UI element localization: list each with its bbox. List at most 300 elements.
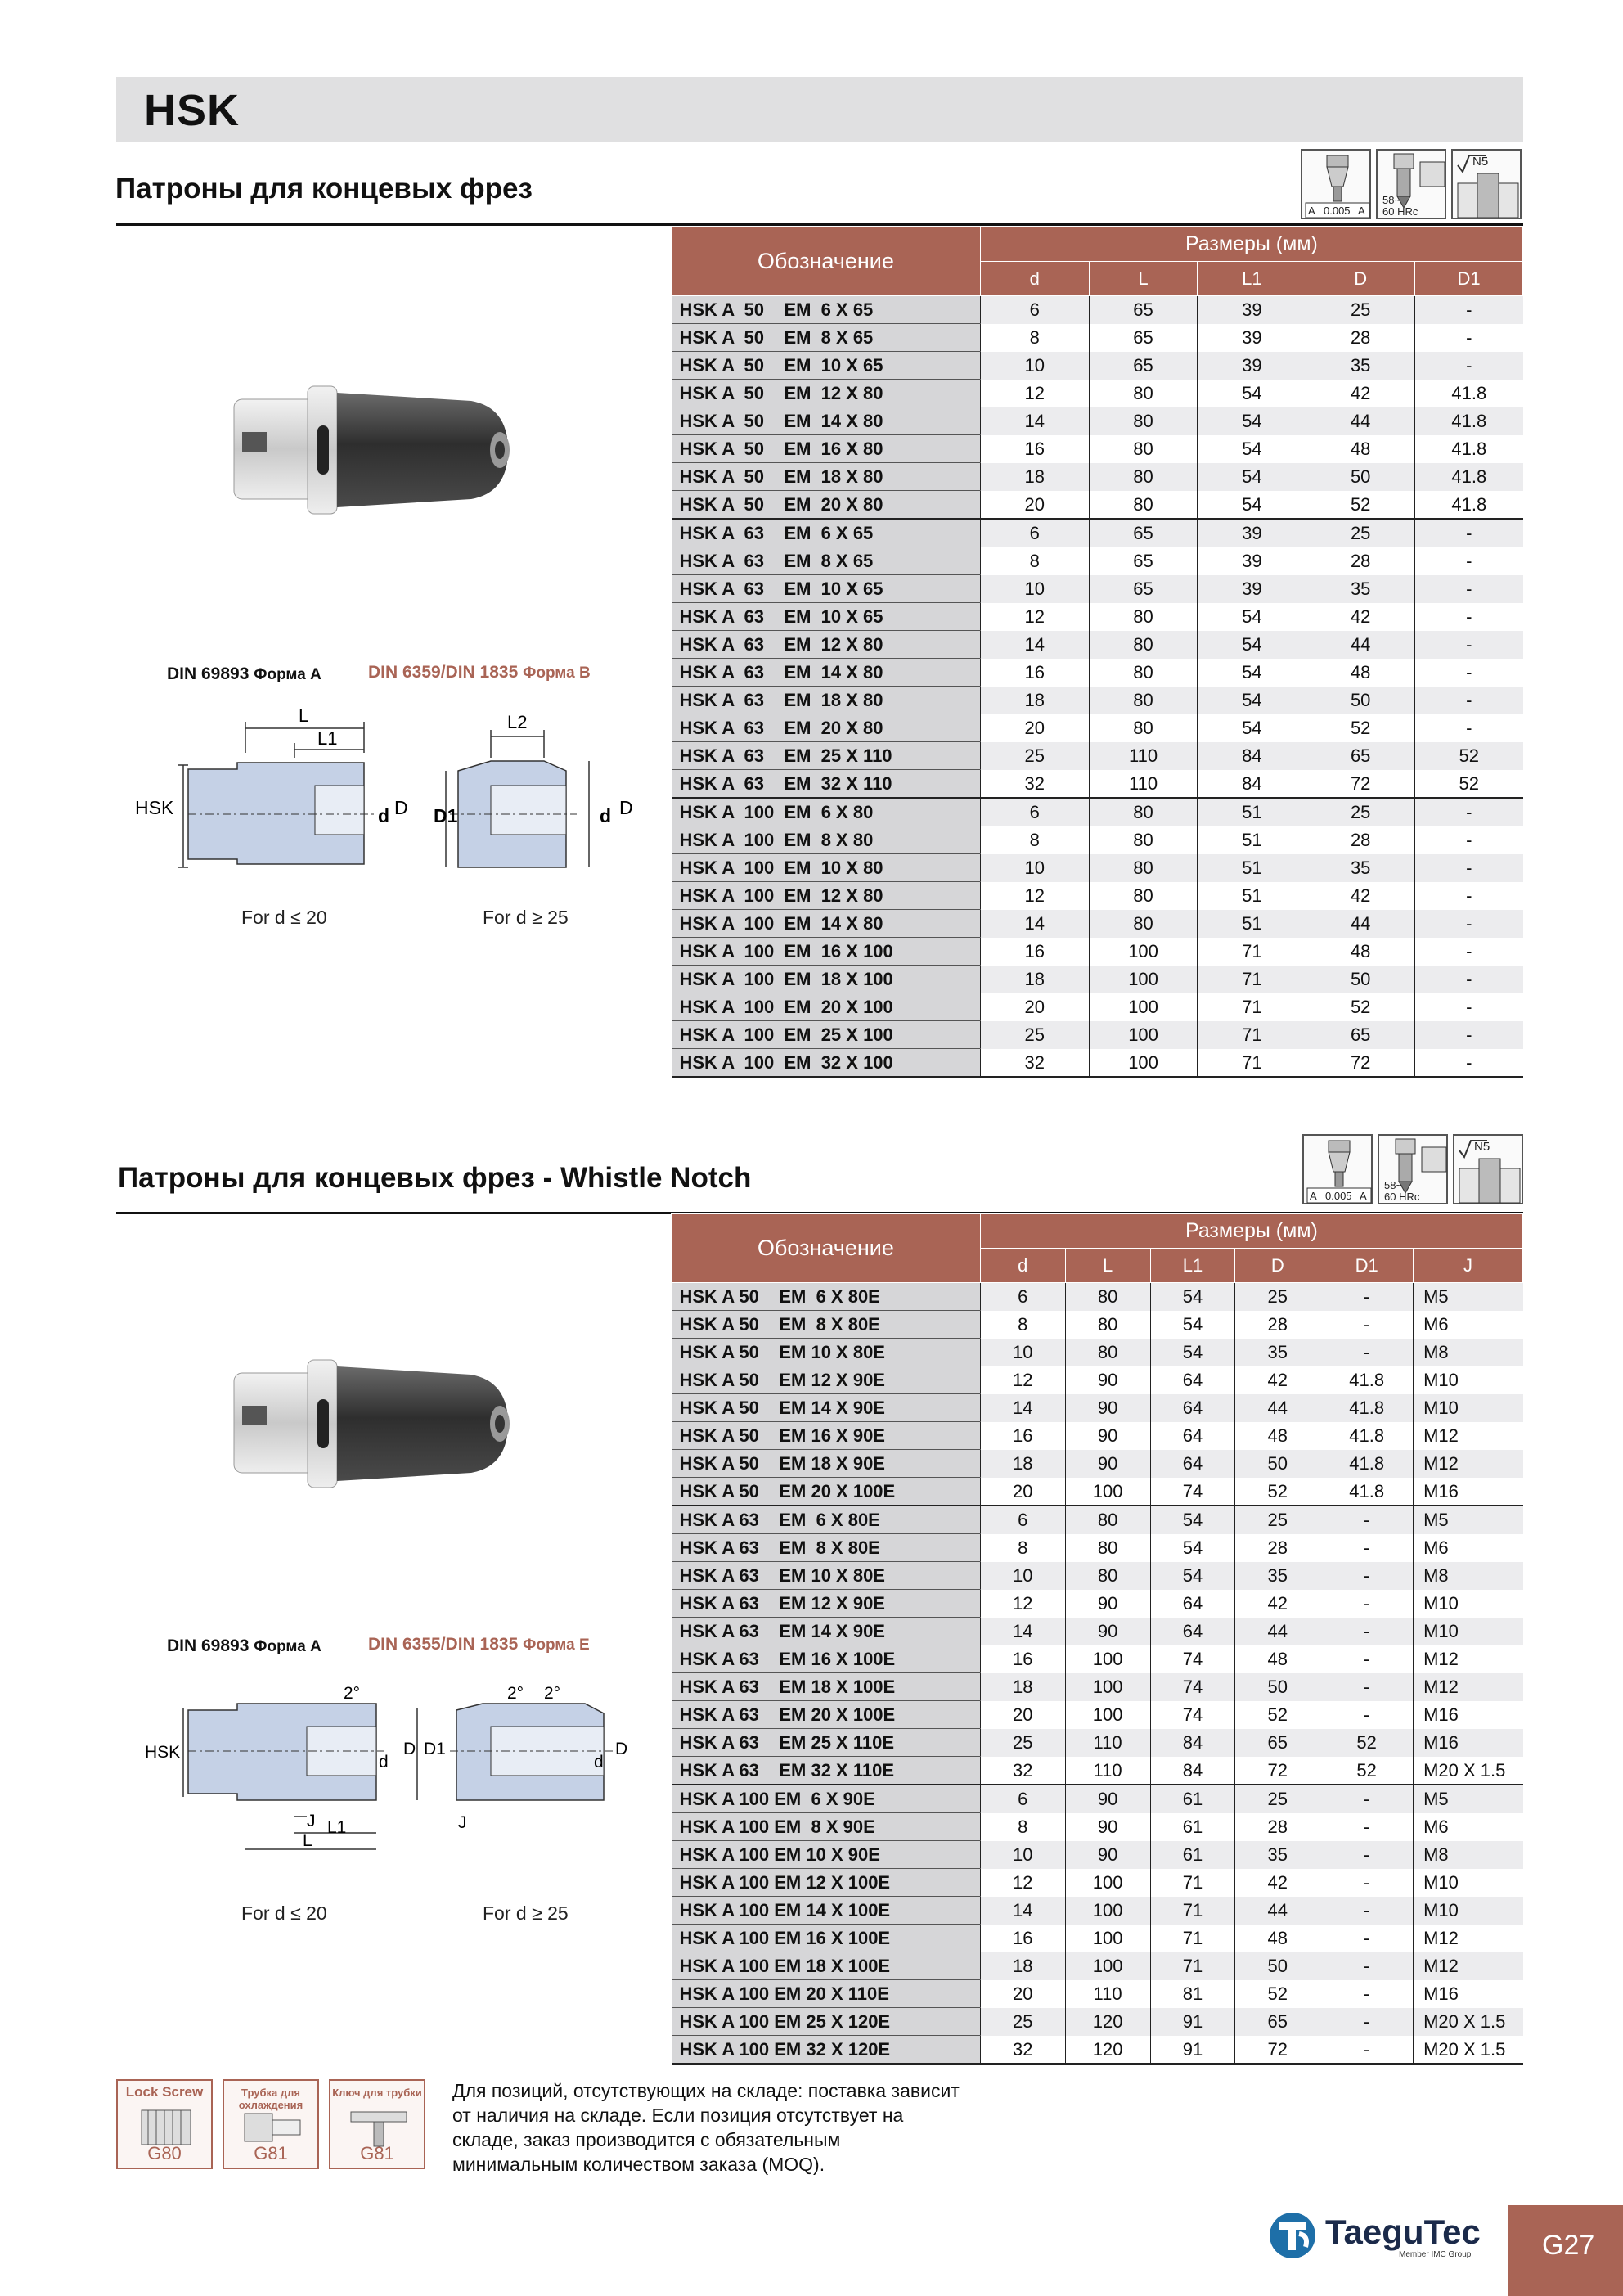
value-cell-d: 48 (1235, 1925, 1320, 1952)
roughness-icon (1453, 1134, 1523, 1204)
value-cell-d1: - (1320, 1339, 1414, 1366)
value-cell-l: 80 (1065, 1562, 1150, 1590)
value-cell-l1: 51 (1198, 798, 1306, 826)
table-row (672, 1813, 1523, 1841)
table-row (672, 1366, 1523, 1394)
value-cell-d1: 41.8 (1415, 491, 1523, 520)
designation-cell: HSK A 63 EM 32 X 110E (672, 1757, 981, 1785)
value-cell-l: 90 (1065, 1366, 1150, 1394)
lock-screw-icon (133, 2107, 199, 2148)
value-cell-l1: 71 (1150, 1897, 1235, 1925)
value-cell-j: M8 (1414, 1841, 1523, 1869)
value-cell-l1: 61 (1150, 1785, 1235, 1813)
value-cell-d: 35 (1235, 1339, 1320, 1366)
accessory-page: G80 (147, 2143, 182, 2163)
column-header-d: d (980, 1249, 1065, 1283)
table-row (672, 491, 1523, 520)
runout-value: 0.005 (1325, 1190, 1352, 1202)
designation-cell: HSK A 63 EM 25 X 110E (672, 1729, 981, 1757)
value-cell-d1: - (1320, 1813, 1414, 1841)
table-row (672, 826, 1523, 854)
value-cell-d: 20 (980, 1701, 1065, 1729)
designation-cell: HSK A 63 EM 6 X 65 (672, 519, 981, 547)
value-cell-d: 10 (980, 854, 1089, 882)
section2-din-b: DIN 6355/DIN 1835 Форма E (368, 1635, 590, 1654)
value-cell-d1: 52 (1320, 1729, 1414, 1757)
value-cell-d1: 41.8 (1320, 1450, 1414, 1478)
designation-cell: HSK A 50 EM 6 X 80E (672, 1283, 981, 1311)
value-cell-d: 32 (980, 1757, 1065, 1785)
value-cell-l1: 54 (1198, 631, 1306, 659)
value-cell-l: 100 (1065, 1925, 1150, 1952)
value-cell-d: 25 (1306, 519, 1415, 547)
value-cell-d: 44 (1306, 910, 1415, 938)
designation-cell: HSK A 63 EM 16 X 100E (672, 1645, 981, 1673)
accessory-title: Ключ для трубки (332, 2087, 422, 2099)
value-cell-d: 16 (980, 1645, 1065, 1673)
runout-datum-a: A (1310, 1190, 1317, 1202)
value-cell-d1: - (1415, 547, 1523, 575)
value-cell-l1: 84 (1150, 1729, 1235, 1757)
section1-title: Патроны для концевых фрез (115, 173, 533, 205)
value-cell-d1: 41.8 (1415, 380, 1523, 407)
value-cell-l1: 54 (1198, 659, 1306, 687)
tube-wrench-icon (346, 2107, 411, 2148)
table-row (672, 2036, 1523, 2064)
value-cell-l: 80 (1065, 1311, 1150, 1339)
value-cell-d1: - (1415, 966, 1523, 993)
table-row (672, 770, 1523, 799)
value-cell-d: 25 (1235, 1785, 1320, 1813)
table-row (672, 1841, 1523, 1869)
value-cell-l1: 54 (1150, 1534, 1235, 1562)
value-cell-d1: - (1320, 1952, 1414, 1980)
table-row (672, 882, 1523, 910)
value-cell-l: 80 (1089, 687, 1198, 714)
hardness-icon (1378, 1134, 1448, 1204)
value-cell-l: 80 (1065, 1506, 1150, 1534)
dimensions-header: Размеры (мм) (980, 227, 1522, 262)
designation-cell: HSK A 50 EM 10 X 65 (672, 352, 981, 380)
table-row (672, 463, 1523, 491)
value-cell-d: 20 (980, 714, 1089, 742)
value-cell-j: M5 (1414, 1283, 1523, 1311)
dim-angle-label-right-1: 2° (507, 1686, 524, 1703)
section1-din-a: DIN 69893 Форма A (167, 664, 321, 683)
value-cell-l: 110 (1065, 1757, 1150, 1785)
value-cell-l1: 39 (1198, 352, 1306, 380)
table-row (672, 1311, 1523, 1339)
table-row (672, 1590, 1523, 1618)
accessory-lock-screw[interactable] (116, 2079, 213, 2169)
hardness-bottom: 60 HRc (1382, 205, 1418, 218)
value-cell-l1: 74 (1150, 1673, 1235, 1701)
value-cell-d1: - (1320, 1785, 1414, 1813)
table-row (672, 1757, 1523, 1785)
value-cell-d: 12 (980, 1590, 1065, 1618)
value-cell-d: 10 (980, 1841, 1065, 1869)
section1-icons (1301, 149, 1522, 219)
value-cell-l1: 39 (1198, 547, 1306, 575)
table-row (672, 1952, 1523, 1980)
table-row (672, 1618, 1523, 1645)
value-cell-d: 44 (1306, 407, 1415, 435)
value-cell-d: 18 (980, 687, 1089, 714)
value-cell-l: 65 (1089, 296, 1198, 324)
value-cell-l1: 54 (1198, 435, 1306, 463)
designation-cell: HSK A 50 EM 12 X 90E (672, 1366, 981, 1394)
value-cell-d: 8 (980, 324, 1089, 352)
value-cell-d: 32 (980, 770, 1089, 799)
dim-L1-label: L1 (317, 728, 338, 749)
designation-cell: HSK A 100 EM 16 X 100 (672, 938, 981, 966)
runout-icon (1301, 149, 1371, 219)
runout-datum-b: A (1358, 205, 1365, 217)
table-row (672, 966, 1523, 993)
value-cell-d1: - (1320, 1841, 1414, 1869)
dim-angle-label-right-2: 2° (544, 1686, 561, 1703)
section1-din-b: DIN 6359/DIN 1835 Форма B (368, 663, 591, 682)
page-number-tab (1508, 2205, 1623, 2296)
table-row (672, 1729, 1523, 1757)
designation-cell: HSK A 50 EM 14 X 90E (672, 1394, 981, 1422)
value-cell-d1: - (1415, 575, 1523, 603)
designation-cell: HSK A 50 EM 20 X 80 (672, 491, 981, 520)
roughness-value: N5 (1472, 155, 1489, 169)
designation-cell: HSK A 100 EM 14 X 100E (672, 1897, 981, 1925)
value-cell-d: 44 (1235, 1394, 1320, 1422)
value-cell-l: 100 (1065, 1869, 1150, 1897)
value-cell-d: 10 (980, 575, 1089, 603)
accessory-tube-wrench[interactable] (329, 2079, 425, 2169)
section2-din-a: DIN 69893 Форма A (167, 1636, 321, 1655)
value-cell-l: 80 (1089, 463, 1198, 491)
value-cell-d: 16 (980, 435, 1089, 463)
value-cell-l1: 61 (1150, 1841, 1235, 1869)
value-cell-j: M10 (1414, 1366, 1523, 1394)
section1-for-small: For d ≤ 20 (241, 907, 327, 928)
designation-cell: HSK A 63 EM 32 X 110 (672, 770, 981, 799)
value-cell-d: 52 (1306, 714, 1415, 742)
value-cell-j: M6 (1414, 1813, 1523, 1841)
value-cell-d: 12 (980, 882, 1089, 910)
value-cell-d: 6 (980, 1283, 1065, 1311)
designation-cell: HSK A 100 EM 8 X 80 (672, 826, 981, 854)
product-image-whistle-notch-holder (226, 1342, 537, 1506)
designation-cell: HSK A 50 EM 16 X 80 (672, 435, 981, 463)
value-cell-l1: 91 (1150, 2008, 1235, 2036)
value-cell-j: M16 (1414, 1980, 1523, 2008)
designation-cell: HSK A 50 EM 18 X 90E (672, 1450, 981, 1478)
value-cell-d: 28 (1235, 1534, 1320, 1562)
value-cell-l1: 54 (1198, 407, 1306, 435)
table-row (672, 1673, 1523, 1701)
table-row (672, 519, 1523, 547)
value-cell-d: 20 (980, 491, 1089, 520)
value-cell-j: M10 (1414, 1394, 1523, 1422)
value-cell-l: 80 (1089, 603, 1198, 631)
value-cell-d: 20 (980, 993, 1089, 1021)
header-band (116, 77, 1523, 142)
table-row (672, 659, 1523, 687)
table-row (672, 296, 1523, 324)
dim-L-label: L (303, 1831, 312, 1850)
value-cell-d: 14 (980, 910, 1089, 938)
value-cell-l1: 54 (1150, 1339, 1235, 1366)
accessory-coolant-tube[interactable] (223, 2079, 319, 2169)
column-header-l: L (1089, 262, 1198, 296)
value-cell-l: 90 (1065, 1618, 1150, 1645)
value-cell-l1: 54 (1150, 1311, 1235, 1339)
section2-title: Патроны для концевых фрез - Whistle Notch (118, 1162, 752, 1194)
column-header-j: J (1414, 1249, 1523, 1283)
value-cell-d: 50 (1235, 1952, 1320, 1980)
designation-cell: HSK A 100 EM 20 X 110E (672, 1980, 981, 2008)
dim-d-label: d (378, 805, 390, 826)
designation-cell: HSK A 100 EM 8 X 90E (672, 1813, 981, 1841)
table-row (672, 1450, 1523, 1478)
value-cell-d: 8 (980, 826, 1089, 854)
value-cell-d1: - (1320, 1701, 1414, 1729)
column-header-d1: D1 (1320, 1249, 1414, 1283)
stock-note: Для позиций, отсутствующих на складе: поставка зависит от наличия на складе. Если позиция отсутствует на складе, заказ производится с обязательным минимальным количеством заказа (MOQ). (452, 2080, 960, 2175)
table-row (672, 575, 1523, 603)
value-cell-d1: - (1415, 519, 1523, 547)
value-cell-l: 80 (1065, 1534, 1150, 1562)
value-cell-l: 80 (1089, 826, 1198, 854)
designation-cell: HSK A 63 EM 20 X 100E (672, 1701, 981, 1729)
value-cell-d1: 41.8 (1320, 1366, 1414, 1394)
value-cell-j: M12 (1414, 1422, 1523, 1450)
designation-header: Обозначение (672, 1214, 981, 1283)
table-row (672, 352, 1523, 380)
value-cell-d: 28 (1235, 1311, 1320, 1339)
dim-L2-label: L2 (507, 712, 528, 732)
hardness-top: 58~ (1382, 194, 1401, 206)
value-cell-d: 28 (1306, 547, 1415, 575)
dim-D-label: D (403, 1740, 416, 1758)
table-row (672, 435, 1523, 463)
coolant-tube-icon (240, 2107, 305, 2148)
table-row (672, 1394, 1523, 1422)
value-cell-j: M10 (1414, 1869, 1523, 1897)
value-cell-d1: - (1415, 1049, 1523, 1078)
value-cell-l1: 54 (1150, 1562, 1235, 1590)
value-cell-d1: - (1320, 1311, 1414, 1339)
table-row (672, 1562, 1523, 1590)
dim-J-label: J (307, 1812, 316, 1830)
value-cell-d1: - (1320, 1673, 1414, 1701)
value-cell-d: 50 (1235, 1450, 1320, 1478)
value-cell-d1: - (1320, 1562, 1414, 1590)
dim-d-label: d (379, 1753, 389, 1772)
table-row (672, 993, 1523, 1021)
logo-text: TaeguTec (1325, 2213, 1481, 2251)
value-cell-d: 14 (980, 1897, 1065, 1925)
value-cell-d: 14 (980, 631, 1089, 659)
table-row (672, 938, 1523, 966)
value-cell-l: 100 (1065, 1478, 1150, 1506)
table-row (672, 714, 1523, 742)
value-cell-d: 25 (1235, 1283, 1320, 1311)
page-number: G27 (1542, 2230, 1595, 2261)
value-cell-j: M8 (1414, 1562, 1523, 1590)
value-cell-l: 65 (1089, 519, 1198, 547)
section1-for-large: For d ≥ 25 (483, 907, 569, 928)
value-cell-d1: - (1415, 714, 1523, 742)
value-cell-d: 42 (1235, 1590, 1320, 1618)
value-cell-d: 52 (1306, 491, 1415, 520)
hardness-bottom: 60 HRc (1384, 1191, 1420, 1203)
value-cell-d: 35 (1235, 1562, 1320, 1590)
runout-icon (1302, 1134, 1373, 1204)
value-cell-l: 80 (1089, 714, 1198, 742)
designation-cell: HSK A 50 EM 8 X 80E (672, 1311, 981, 1339)
dim-HSK-label: HSK (145, 1743, 181, 1762)
value-cell-j: M12 (1414, 1645, 1523, 1673)
dim-D-label-right: D (619, 797, 633, 818)
table-row (672, 1645, 1523, 1673)
value-cell-d1: - (1320, 1534, 1414, 1562)
dim-L-label: L (299, 705, 309, 726)
value-cell-d: 42 (1306, 603, 1415, 631)
value-cell-d1: - (1320, 1506, 1414, 1534)
value-cell-l: 100 (1065, 1897, 1150, 1925)
value-cell-l: 120 (1065, 2036, 1150, 2064)
value-cell-l1: 64 (1150, 1394, 1235, 1422)
value-cell-l: 80 (1089, 491, 1198, 520)
value-cell-d: 72 (1235, 2036, 1320, 2064)
value-cell-d1: 52 (1415, 770, 1523, 799)
value-cell-d: 35 (1306, 854, 1415, 882)
designation-cell: HSK A 50 EM 18 X 80 (672, 463, 981, 491)
value-cell-j: M20 X 1.5 (1414, 2008, 1523, 2036)
value-cell-l: 100 (1065, 1673, 1150, 1701)
designation-cell: HSK A 63 EM 12 X 80 (672, 631, 981, 659)
value-cell-d: 6 (980, 296, 1089, 324)
value-cell-d1: - (1320, 2008, 1414, 2036)
value-cell-d1: 41.8 (1320, 1422, 1414, 1450)
value-cell-l: 65 (1089, 575, 1198, 603)
value-cell-d1: - (1320, 1283, 1414, 1311)
value-cell-d: 42 (1235, 1869, 1320, 1897)
value-cell-d: 10 (980, 352, 1089, 380)
designation-cell: HSK A 50 EM 16 X 90E (672, 1422, 981, 1450)
value-cell-l: 100 (1089, 1021, 1198, 1049)
value-cell-d: 8 (980, 1534, 1065, 1562)
designation-cell: HSK A 63 EM 12 X 90E (672, 1590, 981, 1618)
value-cell-l1: 54 (1150, 1506, 1235, 1534)
value-cell-d: 65 (1306, 1021, 1415, 1049)
value-cell-j: M10 (1414, 1897, 1523, 1925)
value-cell-d: 50 (1306, 463, 1415, 491)
value-cell-l1: 54 (1198, 603, 1306, 631)
value-cell-l: 80 (1089, 854, 1198, 882)
dim-D1-label: D1 (434, 805, 458, 826)
value-cell-l: 80 (1065, 1339, 1150, 1366)
value-cell-d: 52 (1235, 1701, 1320, 1729)
dim-HSK-label: HSK (135, 797, 174, 818)
value-cell-d: 65 (1235, 1729, 1320, 1757)
table-row (672, 1869, 1523, 1897)
value-cell-d: 6 (980, 798, 1089, 826)
value-cell-d1: - (1415, 687, 1523, 714)
table-row (672, 603, 1523, 631)
value-cell-d: 44 (1306, 631, 1415, 659)
value-cell-l1: 64 (1150, 1450, 1235, 1478)
value-cell-d1: 41.8 (1415, 435, 1523, 463)
value-cell-d: 50 (1306, 966, 1415, 993)
value-cell-d1: - (1415, 324, 1523, 352)
value-cell-d: 42 (1306, 380, 1415, 407)
value-cell-d: 6 (980, 1785, 1065, 1813)
value-cell-d: 65 (1306, 742, 1415, 770)
product-image-endmill-holder (226, 368, 537, 532)
value-cell-d: 12 (980, 1366, 1065, 1394)
value-cell-l1: 54 (1150, 1283, 1235, 1311)
value-cell-l1: 71 (1198, 1049, 1306, 1078)
value-cell-l: 90 (1065, 1590, 1150, 1618)
value-cell-d: 48 (1306, 659, 1415, 687)
dim-L1-label: L1 (327, 1818, 347, 1837)
value-cell-d: 32 (980, 2036, 1065, 2064)
section2-icons (1302, 1134, 1523, 1204)
value-cell-d: 25 (1306, 798, 1415, 826)
table-row (672, 910, 1523, 938)
runout-datum-a: A (1308, 205, 1315, 217)
value-cell-d: 12 (980, 380, 1089, 407)
value-cell-j: M5 (1414, 1506, 1523, 1534)
value-cell-l: 65 (1089, 547, 1198, 575)
value-cell-l: 80 (1089, 882, 1198, 910)
value-cell-l1: 71 (1150, 1869, 1235, 1897)
accessory-title: Lock Screw (125, 2084, 204, 2100)
value-cell-l1: 54 (1198, 687, 1306, 714)
value-cell-l1: 71 (1150, 1925, 1235, 1952)
designation-cell: HSK A 50 EM 12 X 80 (672, 380, 981, 407)
value-cell-l1: 64 (1150, 1422, 1235, 1450)
value-cell-d: 42 (1306, 882, 1415, 910)
value-cell-j: M12 (1414, 1952, 1523, 1980)
value-cell-l1: 84 (1198, 770, 1306, 799)
value-cell-d1: 41.8 (1320, 1394, 1414, 1422)
section1-rule (116, 223, 1523, 226)
value-cell-l1: 91 (1150, 2036, 1235, 2064)
taegutec-logo-icon (1268, 2211, 1317, 2260)
value-cell-l1: 54 (1198, 380, 1306, 407)
value-cell-d: 25 (980, 742, 1089, 770)
designation-cell: HSK A 100 EM 32 X 120E (672, 2036, 981, 2064)
value-cell-d: 50 (1306, 687, 1415, 714)
value-cell-d: 44 (1235, 1618, 1320, 1645)
value-cell-d1: - (1415, 854, 1523, 882)
value-cell-d1: - (1320, 1897, 1414, 1925)
table-row (672, 854, 1523, 882)
value-cell-d1: 41.8 (1415, 463, 1523, 491)
value-cell-l: 80 (1089, 659, 1198, 687)
value-cell-l1: 71 (1198, 1021, 1306, 1049)
value-cell-j: M20 X 1.5 (1414, 2036, 1523, 2064)
value-cell-d: 14 (980, 1618, 1065, 1645)
value-cell-j: M12 (1414, 1925, 1523, 1952)
designation-cell: HSK A 63 EM 8 X 80E (672, 1534, 981, 1562)
value-cell-d1: - (1415, 603, 1523, 631)
value-cell-d: 10 (980, 1339, 1065, 1366)
section1-spec-table (671, 227, 1523, 1078)
value-cell-d: 6 (980, 519, 1089, 547)
value-cell-d: 35 (1235, 1841, 1320, 1869)
logo-subtext: Member IMC Group (1399, 2250, 1472, 2259)
